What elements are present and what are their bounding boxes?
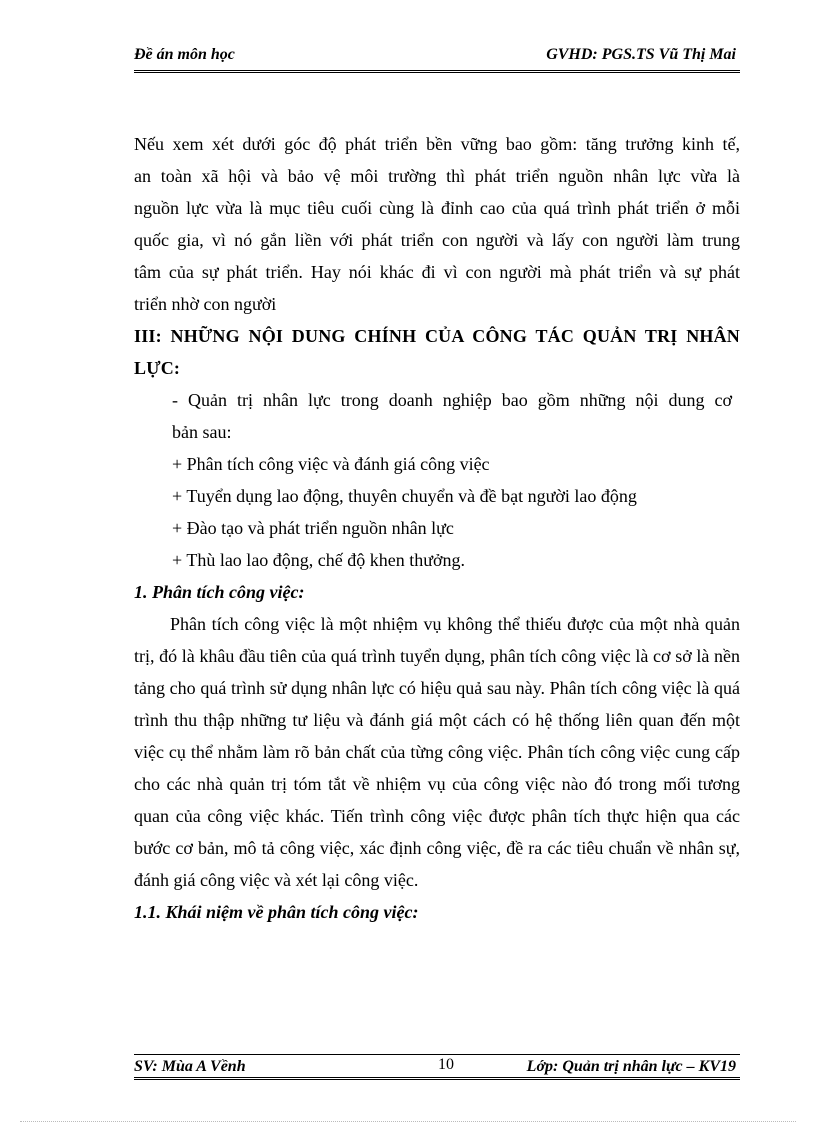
- heading-line: III: NHỮNG NỘI DUNG CHÍNH CỦA CÔNG TÁC QUẢN TRỊ NHÂN: [134, 326, 740, 346]
- list-item: + Thù lao lao động, chế độ khen thưởng.: [172, 550, 466, 570]
- footer-student: SV: Mùa A Vềnh: [134, 1058, 246, 1075]
- footer-class: Lớp: Quản trị nhân lực – KV19: [526, 1058, 736, 1075]
- list-item: - Quản trị nhân lực trong doanh nghiệp bao gồm những nội dung cơ: [172, 390, 732, 410]
- text-line: quốc gia, vì nó gắn liền với phát triển con người và lấy con người làm trung: [134, 230, 740, 250]
- footer-double-rule: [134, 1077, 740, 1080]
- page-content: [134, 128, 740, 928]
- header-course-title: Đề án môn học: [134, 46, 235, 63]
- job-analysis-paragraph: Phân tích công việc là một nhiệm vụ không thể thiếu được của một nhà quản trị, đó là khâu đầu tiên của quá trình tuyển dụng, phân tích công việc là cơ sở là nền tảng cho quá trình sử dụng nhân lực có hiệu quả sau này. Phân tích công việc là quá trình thu thập những tư liệu và đánh giá một cách có hệ thống liên quan đến một việc cụ thể nhằm làm rõ bản chất của từng công việc. Phân tích công việc cung cấp cho các nhà quản trị tóm tắt về nhiệm vụ của công việc nào đó trong mối tương quan của công việc khác. Tiến trình công việc được phân tích thực hiện qua các bước cơ bản, mô tả công việc, xác định công việc, đề ra các tiêu chuẩn về nhân sự, đánh giá công việc và xét lại công việc.: [134, 614, 740, 890]
- section-heading: [134, 320, 740, 384]
- text-line: an toàn xã hội và bảo vệ môi trường thì phát triển nguồn nhân lực vừa là: [134, 166, 740, 186]
- text-line: tâm của sự phát triển. Hay nói khác đi vì con người mà phát triển và sự phát: [134, 262, 740, 282]
- text-line: Nếu xem xét dưới góc độ phát triển bền vững bao gồm: tăng trưởng kinh tế,: [134, 134, 740, 154]
- page-break-line: [20, 1121, 796, 1122]
- page-number: 10: [438, 1056, 454, 1073]
- subheading-concept: 1.1. Khái niệm về phân tích công việc:: [134, 902, 419, 922]
- text-line: nguồn lực vừa là mục tiêu cuối cùng là đỉnh cao của quá trình phát triển ở mỗi: [134, 198, 740, 218]
- list-item: bản sau:: [172, 422, 232, 442]
- list-item: + Đào tạo và phát triển nguồn nhân lực: [172, 518, 454, 538]
- list-item: + Phân tích công việc và đánh giá công việc: [172, 454, 490, 474]
- header-rule: [134, 70, 740, 73]
- text-line: triển nhờ con người: [134, 294, 277, 314]
- page-header: [134, 44, 740, 68]
- subheading-job-analysis: 1. Phân tích công việc:: [134, 582, 305, 602]
- content-list: [134, 384, 740, 576]
- heading-line: LỰC:: [134, 358, 181, 378]
- list-item: + Tuyển dụng lao động, thuyên chuyển và đề bạt người lao động: [172, 486, 637, 506]
- footer-rule: [134, 1054, 740, 1055]
- intro-paragraph: [134, 128, 740, 320]
- header-supervisor: GVHD: PGS.TS Vũ Thị Mai: [546, 46, 736, 63]
